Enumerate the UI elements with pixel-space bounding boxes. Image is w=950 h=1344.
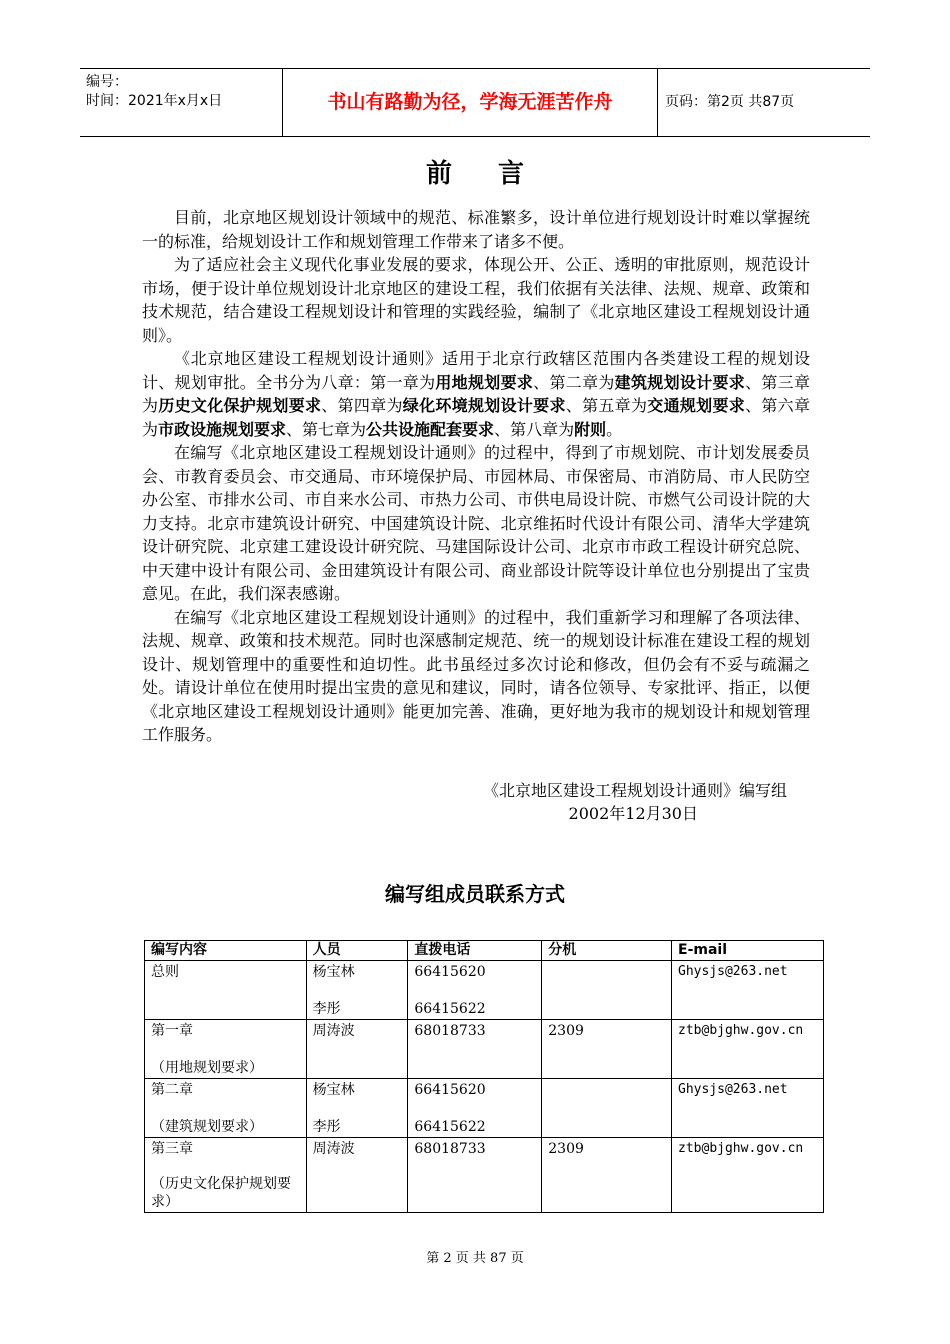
phone-number: 66415622 xyxy=(414,1001,486,1017)
cell-content xyxy=(145,1020,307,1079)
email-address: Ghysjs@263.net xyxy=(678,964,788,979)
preface-paragraph: 在编写《北京地区建设工程规划设计通则》的过程中，我们重新学习和理解了各项法律、法规、规章、政策和技术规范。同时也深感制定规范、统一的规划设计标准在建设工程的规划设计、规划管理中的重要性和迫切性。此书虽经过多次讨论和修改，但仍会有不妥与疏漏之处。请设计单位在使用时提出宝贵的意见和建议，同时，请各位领导、专家批评、指正，以便《北京地区建设工程规划设计通则》能更加完善、准确，更好地为我市的规划设计和规划管理工作服务。 xyxy=(142,607,810,744)
document-number-label: 编号： xyxy=(86,74,128,90)
person-name: 杨宝林 xyxy=(312,1082,355,1098)
contacts-title: 编写组成员联系方式 xyxy=(385,882,565,906)
column-header-extension: 分机 xyxy=(542,941,672,961)
phone-number: 66415620 xyxy=(414,964,486,980)
preface-date: 2002年12月30日 xyxy=(568,804,698,823)
table-header-row xyxy=(145,941,824,961)
cell-email xyxy=(672,1079,824,1138)
chapter-subtitle: （建筑规划要求） xyxy=(151,1119,263,1135)
cell-extension xyxy=(542,1020,672,1079)
text-run: 、第七章为 xyxy=(286,419,367,439)
column-header-content: 编写内容 xyxy=(145,941,307,961)
cell-phone xyxy=(408,1020,542,1079)
cell-person xyxy=(306,1079,408,1138)
cell-email xyxy=(672,961,824,1020)
person-name: 李彤 xyxy=(312,1001,341,1017)
preface-paragraph-chapters xyxy=(142,347,810,441)
cell-content xyxy=(145,1138,307,1213)
column-header-email: E-mail xyxy=(672,941,824,961)
person-name: 周涛波 xyxy=(312,1141,355,1157)
email-address: ztb@bjghw.gov.cn xyxy=(678,1141,804,1156)
page-header xyxy=(80,68,870,137)
text-run: 。 xyxy=(606,419,623,439)
cell-content xyxy=(145,961,307,1020)
cell-content xyxy=(145,1079,307,1138)
text-run: 《北京地区建设工程规划设计通则》适用于北京行政辖区范围内各类建设工程的规划设计、规划审批。全书分为八章：第一章为 xyxy=(142,349,810,392)
extension-number: 2309 xyxy=(548,1023,584,1039)
cell-phone xyxy=(408,1079,542,1138)
preface-paragraph: 为了适应社会主义现代化事业发展的要求，体现公开、公正、透明的审批原则，规范设计市场，便于设计单位规划设计北京地区的建设工程，我们依据有关法律、法规、规章、政策和技术规范，结合建设工程规划设计和管理的实践经验，编制了《北京地区建设工程规划设计通则》。 xyxy=(142,255,810,345)
column-header-person: 人员 xyxy=(306,941,408,961)
chapter-subtitle: （历史文化保护规划要求） xyxy=(151,1176,291,1210)
chapter-label: 总则 xyxy=(151,964,179,980)
cell-person xyxy=(306,1138,408,1213)
chapter-1-name: 用地规划要求 xyxy=(435,372,534,392)
extension-number: 2309 xyxy=(548,1141,584,1157)
preface-signature: 《北京地区建设工程规划设计通则》编写组 xyxy=(482,781,787,800)
chapter-label: 第二章 xyxy=(151,1082,193,1098)
cell-email xyxy=(672,1138,824,1213)
chapter-8-name: 附则 xyxy=(574,419,607,439)
chapter-6-name: 市政设施规划要求 xyxy=(158,419,287,439)
text-run: 、第四章为 xyxy=(321,396,403,415)
text-run: 、第三章为 xyxy=(142,372,810,415)
cell-person xyxy=(306,1020,408,1079)
chapter-7-name: 公共设施配套要求 xyxy=(366,419,495,439)
preface-body xyxy=(142,206,810,747)
contacts-table xyxy=(144,940,824,1213)
header-divider xyxy=(657,69,658,136)
person-name: 李彤 xyxy=(312,1119,341,1135)
chapter-label: 第一章 xyxy=(151,1023,193,1039)
cell-phone xyxy=(408,1138,542,1213)
preface-title: 前言 xyxy=(425,159,570,189)
cell-extension xyxy=(542,961,672,1020)
person-name: 周涛波 xyxy=(312,1023,355,1039)
phone-number: 66415622 xyxy=(414,1119,486,1135)
document-time-label: 时间：2021年x月x日 xyxy=(86,93,223,109)
cell-person xyxy=(306,961,408,1020)
phone-number: 68018733 xyxy=(414,1141,486,1157)
table-row xyxy=(145,1079,824,1138)
chapter-subtitle: （用地规划要求） xyxy=(151,1060,263,1076)
extension-number xyxy=(548,961,665,963)
preface-paragraph: 目前，北京地区规划设计领域中的规范、标准繁多，设计单位进行规划设计时难以掌握统一的标准，给规划设计工作和规划管理工作带来了诸多不便。 xyxy=(142,208,810,251)
page-footer: 第 2 页 共 87 页 xyxy=(426,1251,524,1266)
table-row xyxy=(145,961,824,1020)
header-meta xyxy=(86,73,276,111)
column-header-phone: 直拨电话 xyxy=(408,941,542,961)
email-address: Ghysjs@263.net xyxy=(678,1082,788,1097)
chapter-4-name: 绿化环境规划设计要求 xyxy=(402,396,566,415)
extension-number xyxy=(548,1079,665,1081)
email-address: ztb@bjghw.gov.cn xyxy=(678,1023,804,1038)
header-page-number: 页码：第2页 共87页 xyxy=(665,94,795,110)
chapter-5-name: 交通规划要求 xyxy=(647,396,746,415)
phone-number: 68018733 xyxy=(414,1023,486,1039)
person-name: 杨宝林 xyxy=(312,964,355,980)
table-row xyxy=(145,1020,824,1079)
cell-email xyxy=(672,1020,824,1079)
cell-extension xyxy=(542,1079,672,1138)
chapter-3-name: 历史文化保护规划要求 xyxy=(158,396,322,415)
cell-extension xyxy=(542,1138,672,1213)
preface-paragraph: 在编写《北京地区建设工程规划设计通则》的过程中，得到了市规划院、市计划发展委员会、市教育委员会、市交通局、市环境保护局、市园林局、市保密局、市消防局、市人民防空办公室、市排水公司、市自来水公司、市热力公司、市供电局设计院、市燃气公司设计院的大力支持。北京市建筑设计研究、中国建筑设计院、北京维拓时代设计有限公司、清华大学建筑设计研究院、北京建工建设设计研究院、马建国际设计公司、北京市市政工程设计研究总院、中天建中设计有限公司、金田建筑设计有限公司、商业部设计院等设计单位也分别提出了宝贵意见。在此，我们深表感谢。 xyxy=(142,443,810,603)
chapter-2-name: 建筑规划设计要求 xyxy=(614,372,746,392)
table-row xyxy=(145,1138,824,1213)
text-run: 、第二章为 xyxy=(533,372,615,392)
text-run: 、第八章为 xyxy=(494,419,575,439)
phone-number: 66415620 xyxy=(414,1082,486,1098)
header-motto: 书山有路勤为径，学海无涯苦作舟 xyxy=(327,91,613,113)
text-run: 、第五章为 xyxy=(565,396,648,415)
text-run: 、第六章为 xyxy=(142,396,810,439)
chapter-label: 第三章 xyxy=(151,1141,193,1157)
cell-phone xyxy=(408,961,542,1020)
